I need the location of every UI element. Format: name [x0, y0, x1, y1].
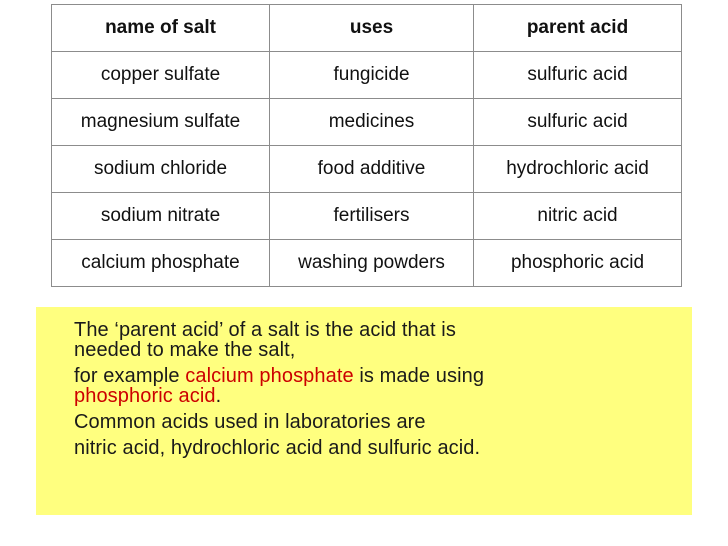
note-line: for example [74, 365, 186, 387]
cell-parent-acid: phosphoric acid [474, 240, 682, 287]
cell-use: fungicide [270, 52, 474, 99]
note-line: nitric acid, hydrochloric acid and sulfuric acid. [74, 437, 481, 459]
note-paragraph-acid-list [74, 438, 692, 458]
highlight-salt-name: calcium phosphate [185, 365, 354, 387]
header-parent-acid: parent acid [474, 5, 682, 52]
cell-salt-name: magnesium sulfate [52, 99, 270, 146]
cell-parent-acid: sulfuric acid [474, 52, 682, 99]
cell-salt-name: sodium nitrate [52, 193, 270, 240]
highlight-acid-name: phosphoric acid [74, 385, 216, 407]
cell-parent-acid: sulfuric acid [474, 99, 682, 146]
table-row [52, 240, 682, 287]
cell-use: food additive [270, 146, 474, 193]
table-row [52, 193, 682, 240]
cell-use: washing powders [270, 240, 474, 287]
note-line: is made using [353, 365, 485, 387]
cell-salt-name: copper sulfate [52, 52, 270, 99]
cell-parent-acid: nitric acid [474, 193, 682, 240]
header-uses: uses [270, 5, 474, 52]
header-name-of-salt: name of salt [52, 5, 270, 52]
note-punctuation: . [215, 385, 222, 407]
cell-parent-acid: hydrochloric acid [474, 146, 682, 193]
explanation-note [36, 307, 692, 515]
note-line: Common acids used in laboratories are [74, 411, 426, 433]
table-row [52, 99, 682, 146]
note-paragraph-definition [74, 320, 692, 360]
salts-table [51, 4, 682, 287]
note-line: The ‘parent acid’ of a salt is the acid that is [74, 319, 456, 341]
note-paragraph-common-acids [74, 412, 692, 432]
table-row [52, 52, 682, 99]
note-paragraph-example [74, 366, 692, 406]
note-line: needed to make the salt, [74, 339, 296, 361]
cell-salt-name: calcium phosphate [52, 240, 270, 287]
table-header-row [52, 5, 682, 52]
cell-use: fertilisers [270, 193, 474, 240]
cell-use: medicines [270, 99, 474, 146]
table-row [52, 146, 682, 193]
cell-salt-name: sodium chloride [52, 146, 270, 193]
